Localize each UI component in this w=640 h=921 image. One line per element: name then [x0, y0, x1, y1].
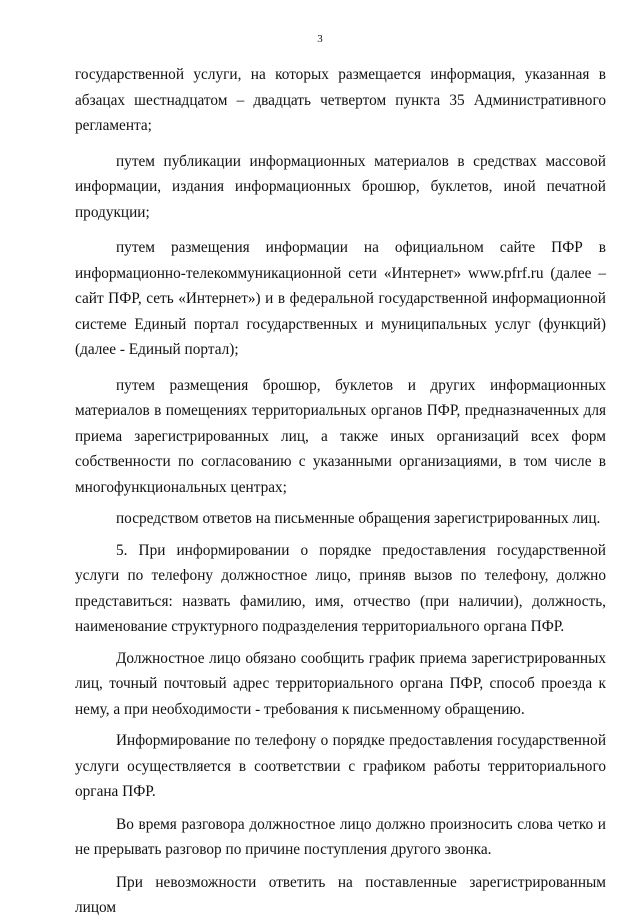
page-number: 3 — [317, 33, 323, 45]
paragraph-schedule-address: Должностное лицо обязано сообщить график приема зарегистрированных лиц, точный почтовый адрес территориального органа ПФР, способ проезда к нему, а при необходимости - требования к письменному обращению. — [75, 649, 606, 718]
paragraph-phone-schedule: Информирование по телефону о порядке предоставления государственной услуги осуществляется в соответствии с графиком работы территориального органа ПФР. — [75, 732, 606, 800]
paragraph-continuation: государственной услуги, на которых размещается информация, указанная в абзацах шестнадцатом – двадцать четвертом пункта 35 Административного регламента; — [75, 66, 606, 134]
paragraph-unable-to-answer: При невозможности ответить на поставленные зарегистрированным лицом — [75, 873, 606, 916]
paragraph-conversation-rules: Во время разговора должностное лицо должно произносить слова четко и не прерывать разговор по причине поступления другого звонка. — [75, 815, 606, 858]
document-body — [75, 62, 606, 921]
paragraph-written-responses: посредством ответов на письменные обращения зарегистрированных лиц. — [116, 510, 601, 527]
paragraph-media-publication: путем публикации информационных материалов в средствах массовой информации, издания информационных брошюр, буклетов, иной печатной продукции; — [75, 152, 606, 221]
paragraph-website-placement: путем размещения информации на официальном сайте ПФР в информационно-телекоммуникационной сети «Интернет» www.pfrf.ru (далее – сайт ПФР, сеть «Интернет») и в федеральной государственной информационной системе Единый портал государственных и муниципальных услуг (функций) (далее - Единый портал); — [75, 239, 606, 358]
paragraph-item-5-phone-info: 5. При информировании о порядке предоставления государственной услуги по телефону должностное лицо, приняв вызов по телефону, должно представиться: назвать фамилию, имя, отчество (при наличии), должность, наименование структурного подразделения территориального органа ПФР. — [75, 541, 606, 635]
paragraph-brochures-placement: путем размещения брошюр, буклетов и других информационных материалов в помещениях территориальных органов ПФР, предназначенных для приема зарегистрированных лиц, а также иных организаций всех форм собственности по согласованию с указанными организациями, в том числе в многофункциональных центрах; — [75, 376, 606, 496]
